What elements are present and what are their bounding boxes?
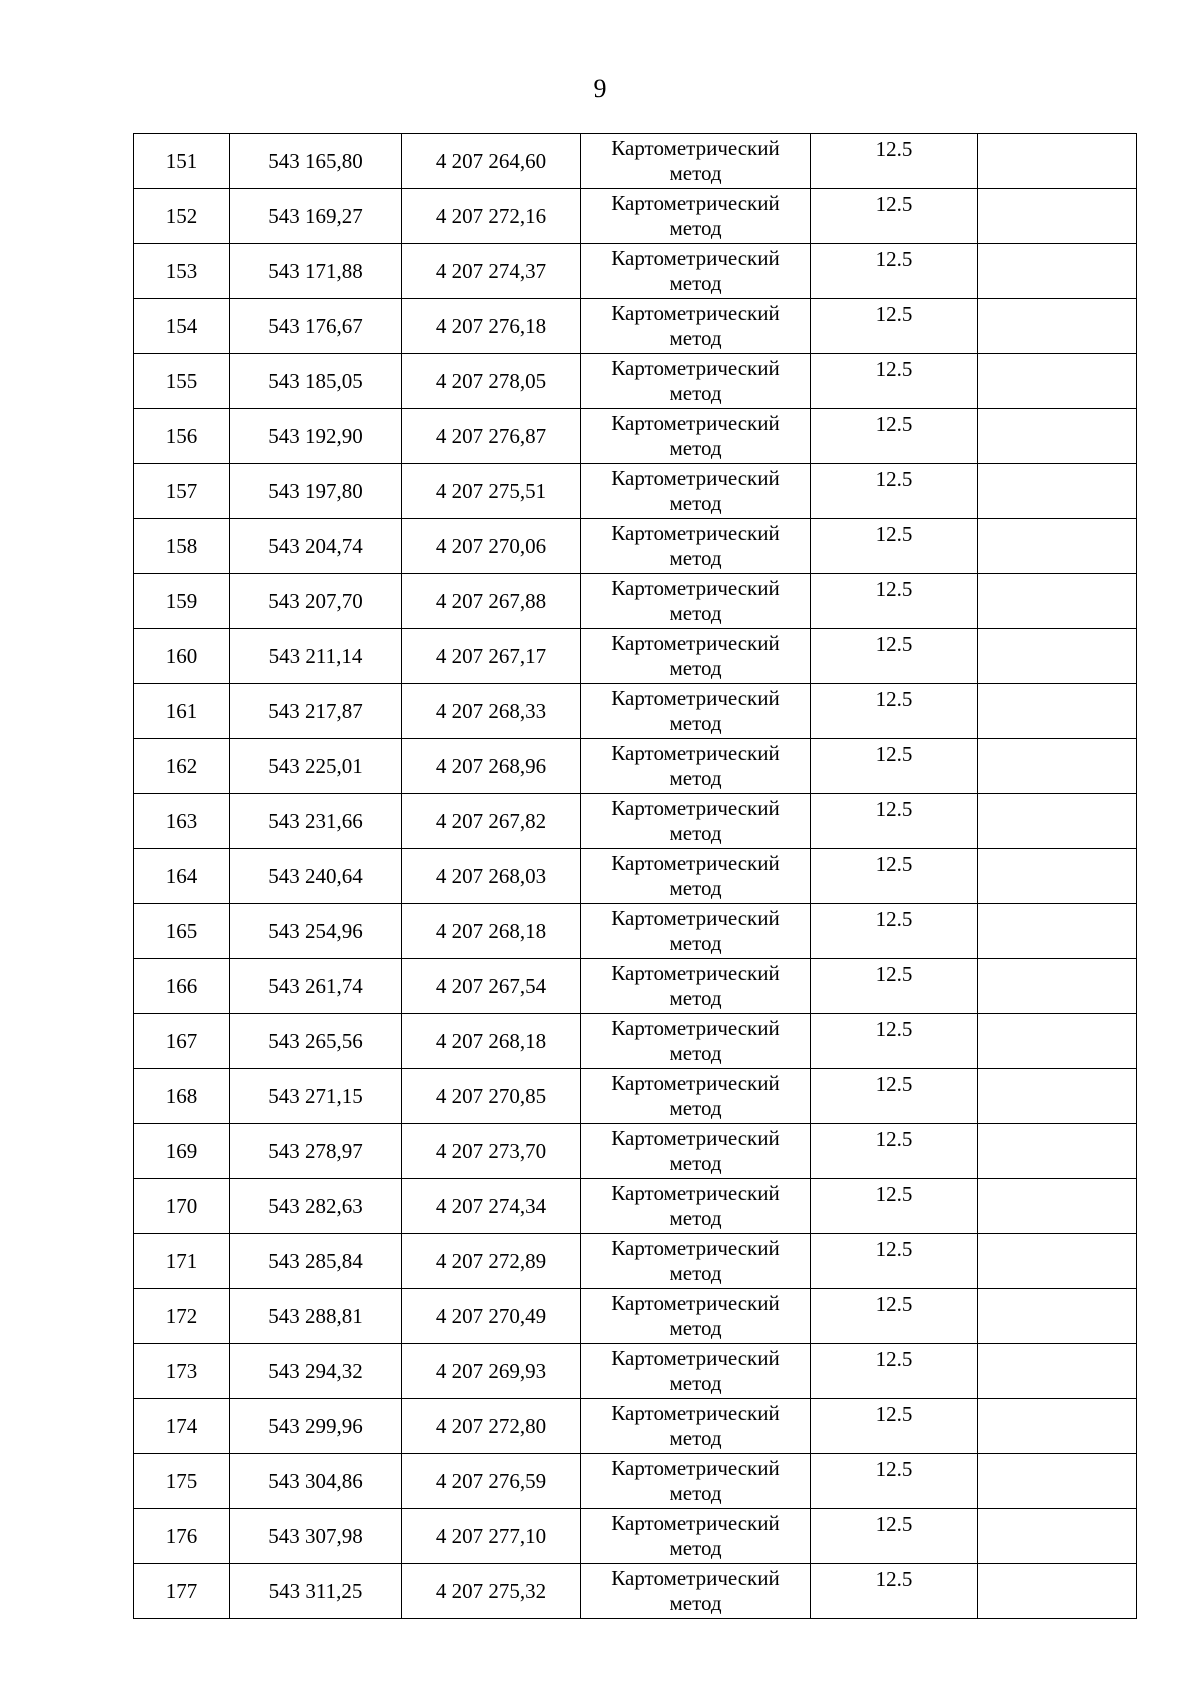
method-line-2: метод: [669, 161, 722, 185]
method-line-2: метод: [669, 326, 722, 350]
accuracy-cell: 12.5: [811, 1399, 978, 1454]
note-cell: [978, 1179, 1137, 1234]
y-coordinate-cell: 4 207 275,51: [402, 464, 581, 519]
table-row: [134, 1069, 1137, 1124]
y-coordinate-cell: 4 207 275,32: [402, 1564, 581, 1619]
method-line-2: метод: [669, 216, 722, 240]
method-line-1: Картометрический: [611, 521, 780, 545]
method-line-1: Картометрический: [611, 1126, 780, 1150]
point-number-cell: 159: [134, 574, 230, 629]
method-line-1: Картометрический: [611, 741, 780, 765]
point-number-cell: 166: [134, 959, 230, 1014]
method-line-1: Картометрический: [611, 961, 780, 985]
note-cell: [978, 959, 1137, 1014]
accuracy-cell: 12.5: [811, 684, 978, 739]
y-coordinate-cell: 4 207 268,03: [402, 849, 581, 904]
x-coordinate-cell: 543 304,86: [230, 1454, 402, 1509]
y-coordinate-cell: 4 207 267,88: [402, 574, 581, 629]
method-line-1: Картометрический: [611, 1456, 780, 1480]
point-number-cell: 165: [134, 904, 230, 959]
x-coordinate-cell: 543 185,05: [230, 354, 402, 409]
method-cell: [581, 244, 811, 299]
method-cell: [581, 794, 811, 849]
y-coordinate-cell: 4 207 267,17: [402, 629, 581, 684]
y-coordinate-cell: 4 207 269,93: [402, 1344, 581, 1399]
method-cell: [581, 189, 811, 244]
note-cell: [978, 1399, 1137, 1454]
table-row: [134, 1179, 1137, 1234]
point-number-cell: 161: [134, 684, 230, 739]
point-number-cell: 154: [134, 299, 230, 354]
method-cell: [581, 464, 811, 519]
point-number-cell: 168: [134, 1069, 230, 1124]
note-cell: [978, 354, 1137, 409]
accuracy-cell: 12.5: [811, 134, 978, 189]
method-cell: [581, 1234, 811, 1289]
point-number-cell: 176: [134, 1509, 230, 1564]
x-coordinate-cell: 543 207,70: [230, 574, 402, 629]
accuracy-cell: 12.5: [811, 1234, 978, 1289]
method-line-1: Картометрический: [611, 246, 780, 270]
point-number-cell: 160: [134, 629, 230, 684]
method-cell: [581, 519, 811, 574]
note-cell: [978, 904, 1137, 959]
method-line-2: метод: [669, 436, 722, 460]
x-coordinate-cell: 543 307,98: [230, 1509, 402, 1564]
method-line-2: метод: [669, 1151, 722, 1175]
table-row: [134, 299, 1137, 354]
table-row: [134, 409, 1137, 464]
accuracy-cell: 12.5: [811, 519, 978, 574]
point-number-cell: 153: [134, 244, 230, 299]
accuracy-cell: 12.5: [811, 1509, 978, 1564]
method-line-1: Картометрический: [611, 411, 780, 435]
accuracy-cell: 12.5: [811, 959, 978, 1014]
method-cell: [581, 354, 811, 409]
method-line-2: метод: [669, 821, 722, 845]
method-line-1: Картометрический: [611, 191, 780, 215]
accuracy-cell: 12.5: [811, 409, 978, 464]
point-number-cell: 162: [134, 739, 230, 794]
note-cell: [978, 409, 1137, 464]
note-cell: [978, 1454, 1137, 1509]
method-line-1: Картометрический: [611, 1511, 780, 1535]
accuracy-cell: 12.5: [811, 794, 978, 849]
note-cell: [978, 1289, 1137, 1344]
method-cell: [581, 1014, 811, 1069]
method-line-1: Картометрический: [611, 1181, 780, 1205]
accuracy-cell: 12.5: [811, 1289, 978, 1344]
note-cell: [978, 794, 1137, 849]
method-line-2: метод: [669, 381, 722, 405]
method-line-2: метод: [669, 1426, 722, 1450]
point-number-cell: 171: [134, 1234, 230, 1289]
x-coordinate-cell: 543 311,25: [230, 1564, 402, 1619]
table-row: [134, 189, 1137, 244]
point-number-cell: 177: [134, 1564, 230, 1619]
table-row: [134, 684, 1137, 739]
accuracy-cell: 12.5: [811, 1179, 978, 1234]
table-row: [134, 1399, 1137, 1454]
x-coordinate-cell: 543 211,14: [230, 629, 402, 684]
method-cell: [581, 904, 811, 959]
accuracy-cell: 12.5: [811, 574, 978, 629]
y-coordinate-cell: 4 207 270,85: [402, 1069, 581, 1124]
method-line-1: Картометрический: [611, 576, 780, 600]
y-coordinate-cell: 4 207 270,06: [402, 519, 581, 574]
method-cell: [581, 1564, 811, 1619]
method-line-1: Картометрический: [611, 1236, 780, 1260]
method-cell: [581, 1069, 811, 1124]
y-coordinate-cell: 4 207 268,18: [402, 1014, 581, 1069]
table-row: [134, 904, 1137, 959]
accuracy-cell: 12.5: [811, 1014, 978, 1069]
method-line-1: Картометрический: [611, 851, 780, 875]
method-line-2: метод: [669, 601, 722, 625]
method-line-1: Картометрический: [611, 1071, 780, 1095]
coordinates-table-body: [134, 134, 1137, 1619]
accuracy-cell: 12.5: [811, 739, 978, 794]
method-line-1: Картометрический: [611, 631, 780, 655]
method-line-2: метод: [669, 491, 722, 515]
y-coordinate-cell: 4 207 264,60: [402, 134, 581, 189]
method-line-2: метод: [669, 876, 722, 900]
method-cell: [581, 1289, 811, 1344]
x-coordinate-cell: 543 204,74: [230, 519, 402, 574]
y-coordinate-cell: 4 207 268,18: [402, 904, 581, 959]
table-row: [134, 244, 1137, 299]
method-line-2: метод: [669, 271, 722, 295]
point-number-cell: 163: [134, 794, 230, 849]
method-line-2: метод: [669, 1371, 722, 1395]
note-cell: [978, 1344, 1137, 1399]
x-coordinate-cell: 543 278,97: [230, 1124, 402, 1179]
point-number-cell: 175: [134, 1454, 230, 1509]
table-row: [134, 1509, 1137, 1564]
method-line-2: метод: [669, 1316, 722, 1340]
point-number-cell: 157: [134, 464, 230, 519]
y-coordinate-cell: 4 207 272,89: [402, 1234, 581, 1289]
point-number-cell: 155: [134, 354, 230, 409]
x-coordinate-cell: 543 192,90: [230, 409, 402, 464]
method-line-1: Картометрический: [611, 356, 780, 380]
point-number-cell: 158: [134, 519, 230, 574]
table-row: [134, 959, 1137, 1014]
note-cell: [978, 244, 1137, 299]
accuracy-cell: 12.5: [811, 244, 978, 299]
table-row: [134, 849, 1137, 904]
method-line-2: метод: [669, 1591, 722, 1615]
table-row: [134, 1454, 1137, 1509]
note-cell: [978, 134, 1137, 189]
y-coordinate-cell: 4 207 272,80: [402, 1399, 581, 1454]
y-coordinate-cell: 4 207 276,87: [402, 409, 581, 464]
accuracy-cell: 12.5: [811, 1344, 978, 1399]
y-coordinate-cell: 4 207 268,33: [402, 684, 581, 739]
table-row: [134, 1289, 1137, 1344]
note-cell: [978, 1234, 1137, 1289]
x-coordinate-cell: 543 282,63: [230, 1179, 402, 1234]
accuracy-cell: 12.5: [811, 1069, 978, 1124]
table-row: [134, 519, 1137, 574]
method-line-2: метод: [669, 711, 722, 735]
method-cell: [581, 299, 811, 354]
table-row: [134, 739, 1137, 794]
method-cell: [581, 1344, 811, 1399]
method-cell: [581, 134, 811, 189]
accuracy-cell: 12.5: [811, 189, 978, 244]
table-row: [134, 134, 1137, 189]
method-line-2: метод: [669, 1481, 722, 1505]
note-cell: [978, 189, 1137, 244]
method-line-2: метод: [669, 1536, 722, 1560]
method-cell: [581, 629, 811, 684]
point-number-cell: 164: [134, 849, 230, 904]
accuracy-cell: 12.5: [811, 849, 978, 904]
x-coordinate-cell: 543 240,64: [230, 849, 402, 904]
method-cell: [581, 684, 811, 739]
method-line-1: Картометрический: [611, 796, 780, 820]
y-coordinate-cell: 4 207 268,96: [402, 739, 581, 794]
x-coordinate-cell: 543 271,15: [230, 1069, 402, 1124]
y-coordinate-cell: 4 207 267,54: [402, 959, 581, 1014]
accuracy-cell: 12.5: [811, 464, 978, 519]
method-line-1: Картометрический: [611, 466, 780, 490]
x-coordinate-cell: 543 294,32: [230, 1344, 402, 1399]
note-cell: [978, 849, 1137, 904]
accuracy-cell: 12.5: [811, 1454, 978, 1509]
note-cell: [978, 1124, 1137, 1179]
coordinates-table: [133, 133, 1137, 1619]
method-line-1: Картометрический: [611, 1401, 780, 1425]
note-cell: [978, 299, 1137, 354]
method-cell: [581, 409, 811, 464]
y-coordinate-cell: 4 207 267,82: [402, 794, 581, 849]
method-line-1: Картометрический: [611, 136, 780, 160]
method-line-2: метод: [669, 1206, 722, 1230]
x-coordinate-cell: 543 265,56: [230, 1014, 402, 1069]
page-number: 9: [593, 74, 607, 103]
y-coordinate-cell: 4 207 278,05: [402, 354, 581, 409]
y-coordinate-cell: 4 207 273,70: [402, 1124, 581, 1179]
method-line-2: метод: [669, 1041, 722, 1065]
table-row: [134, 629, 1137, 684]
y-coordinate-cell: 4 207 272,16: [402, 189, 581, 244]
method-line-1: Картометрический: [611, 1291, 780, 1315]
x-coordinate-cell: 543 171,88: [230, 244, 402, 299]
y-coordinate-cell: 4 207 274,34: [402, 1179, 581, 1234]
note-cell: [978, 1509, 1137, 1564]
point-number-cell: 152: [134, 189, 230, 244]
accuracy-cell: 12.5: [811, 904, 978, 959]
accuracy-cell: 12.5: [811, 629, 978, 684]
x-coordinate-cell: 543 299,96: [230, 1399, 402, 1454]
note-cell: [978, 1069, 1137, 1124]
method-line-1: Картометрический: [611, 301, 780, 325]
note-cell: [978, 629, 1137, 684]
method-cell: [581, 1179, 811, 1234]
x-coordinate-cell: 543 225,01: [230, 739, 402, 794]
method-cell: [581, 739, 811, 794]
note-cell: [978, 574, 1137, 629]
point-number-cell: 169: [134, 1124, 230, 1179]
method-line-1: Картометрический: [611, 906, 780, 930]
table-row: [134, 1234, 1137, 1289]
x-coordinate-cell: 543 217,87: [230, 684, 402, 739]
method-line-1: Картометрический: [611, 686, 780, 710]
method-line-2: метод: [669, 656, 722, 680]
x-coordinate-cell: 543 197,80: [230, 464, 402, 519]
table-row: [134, 1124, 1137, 1179]
method-line-2: метод: [669, 1096, 722, 1120]
x-coordinate-cell: 543 261,74: [230, 959, 402, 1014]
x-coordinate-cell: 543 169,27: [230, 189, 402, 244]
accuracy-cell: 12.5: [811, 354, 978, 409]
method-cell: [581, 849, 811, 904]
x-coordinate-cell: 543 231,66: [230, 794, 402, 849]
y-coordinate-cell: 4 207 276,18: [402, 299, 581, 354]
x-coordinate-cell: 543 254,96: [230, 904, 402, 959]
table-row: [134, 464, 1137, 519]
point-number-cell: 167: [134, 1014, 230, 1069]
method-line-1: Картометрический: [611, 1566, 780, 1590]
table-row: [134, 354, 1137, 409]
x-coordinate-cell: 543 165,80: [230, 134, 402, 189]
y-coordinate-cell: 4 207 274,37: [402, 244, 581, 299]
method-line-1: Картометрический: [611, 1346, 780, 1370]
point-number-cell: 174: [134, 1399, 230, 1454]
table-row: [134, 574, 1137, 629]
note-cell: [978, 1564, 1137, 1619]
table-row: [134, 794, 1137, 849]
x-coordinate-cell: 543 285,84: [230, 1234, 402, 1289]
method-line-2: метод: [669, 766, 722, 790]
note-cell: [978, 684, 1137, 739]
method-cell: [581, 1399, 811, 1454]
accuracy-cell: 12.5: [811, 1564, 978, 1619]
x-coordinate-cell: 543 176,67: [230, 299, 402, 354]
method-cell: [581, 574, 811, 629]
accuracy-cell: 12.5: [811, 299, 978, 354]
method-cell: [581, 1124, 811, 1179]
method-cell: [581, 1454, 811, 1509]
method-cell: [581, 1509, 811, 1564]
note-cell: [978, 464, 1137, 519]
point-number-cell: 170: [134, 1179, 230, 1234]
x-coordinate-cell: 543 288,81: [230, 1289, 402, 1344]
y-coordinate-cell: 4 207 277,10: [402, 1509, 581, 1564]
method-line-2: метод: [669, 986, 722, 1010]
point-number-cell: 151: [134, 134, 230, 189]
y-coordinate-cell: 4 207 276,59: [402, 1454, 581, 1509]
point-number-cell: 156: [134, 409, 230, 464]
point-number-cell: 173: [134, 1344, 230, 1399]
method-line-2: метод: [669, 931, 722, 955]
method-line-1: Картометрический: [611, 1016, 780, 1040]
table-row: [134, 1344, 1137, 1399]
note-cell: [978, 739, 1137, 794]
accuracy-cell: 12.5: [811, 1124, 978, 1179]
note-cell: [978, 1014, 1137, 1069]
method-line-2: метод: [669, 546, 722, 570]
table-row: [134, 1564, 1137, 1619]
y-coordinate-cell: 4 207 270,49: [402, 1289, 581, 1344]
method-cell: [581, 959, 811, 1014]
method-line-2: метод: [669, 1261, 722, 1285]
table-row: [134, 1014, 1137, 1069]
note-cell: [978, 519, 1137, 574]
point-number-cell: 172: [134, 1289, 230, 1344]
